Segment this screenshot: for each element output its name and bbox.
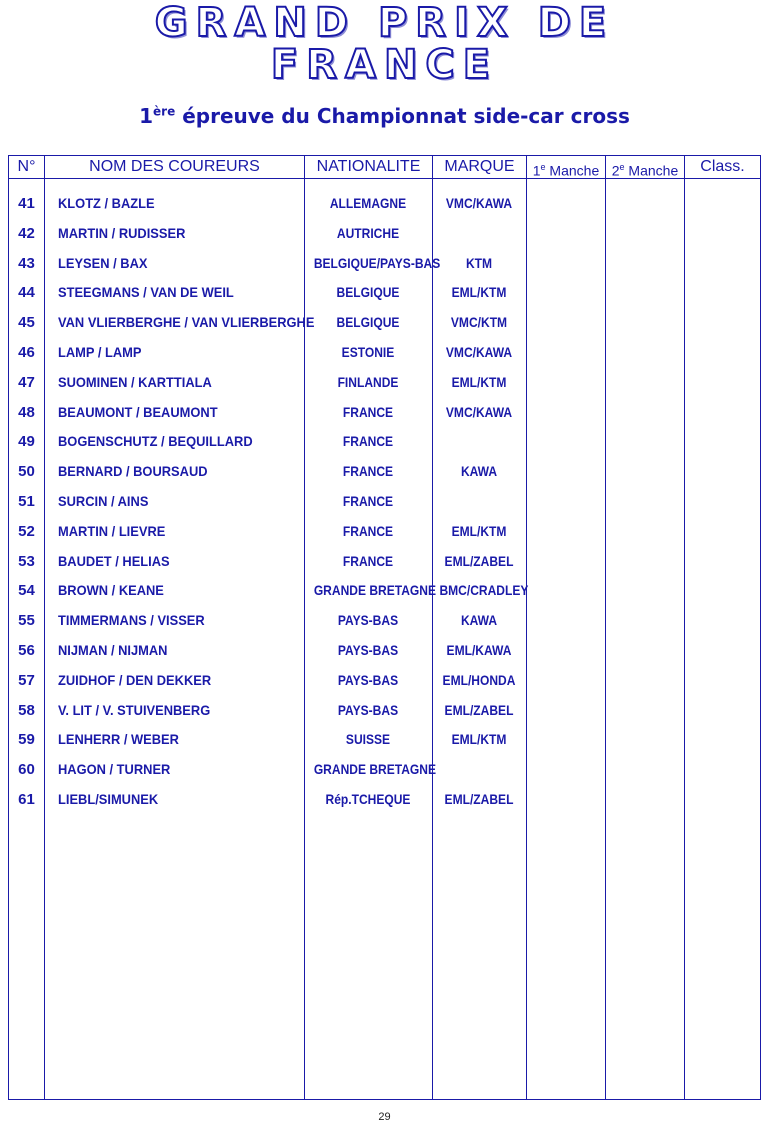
rider-nationality: ALLEMAGNE <box>329 195 407 211</box>
rider-nationality: AUTRICHE <box>336 224 400 241</box>
table-row <box>9 725 760 755</box>
rider-number: 60 <box>18 761 35 779</box>
rider-brand <box>439 219 518 249</box>
table-row <box>9 189 760 219</box>
rider-names: LEYSEN / BAX <box>58 254 148 271</box>
rider-nationality: GRANDE BRETAGNE <box>313 582 437 599</box>
rider-brand: EML/KTM <box>451 731 507 748</box>
rider-nationality: FRANCE <box>342 493 394 509</box>
rider-number: 44 <box>18 284 35 302</box>
table-row <box>9 219 760 249</box>
header-manche-2-ordinal: 2 <box>611 162 620 179</box>
rider-brand: VMC/KTM <box>450 314 508 331</box>
page-number: 29 <box>378 1111 391 1123</box>
rider-nationality: GRANDE BRETAGNE <box>313 761 437 778</box>
rider-number: 50 <box>18 463 35 481</box>
rider-brand: EML/HONDA <box>442 671 516 688</box>
rider-number: 42 <box>18 224 35 242</box>
rider-brand: VMC/KAWA <box>445 344 513 360</box>
header-nationality: NATIONALITE <box>316 158 421 175</box>
rider-names: MARTIN / LIEVRE <box>58 522 166 539</box>
rider-nationality: FRANCE <box>342 522 394 539</box>
rider-names: V. LIT / V. STUIVENBERG <box>58 701 211 718</box>
subtitle-ordinal: 1 <box>139 104 154 128</box>
rider-names: BOGENSCHUTZ / BEQUILLARD <box>58 433 253 450</box>
table-row <box>9 249 760 279</box>
table-row <box>9 427 760 457</box>
header-manche-1-ordinal: 1 <box>532 162 541 179</box>
table-row <box>9 278 760 308</box>
table-row <box>9 636 760 666</box>
header-manche-2-suffix: e <box>619 162 625 172</box>
rider-number: 52 <box>18 522 35 540</box>
rider-brand: EML/ZABEL <box>444 791 514 807</box>
rider-brand: BMC/CRADLEY <box>439 582 529 599</box>
rider-brand: EML/ZABEL <box>444 552 514 569</box>
header-manche-2 <box>606 156 684 178</box>
rider-brand: EML/ZABEL <box>444 701 514 718</box>
rider-names: TIMMERMANS / VISSER <box>58 612 205 629</box>
subtitle-text: épreuve du Championnat side-car cross <box>175 104 630 128</box>
subtitle <box>0 104 769 128</box>
rider-names: BAUDET / HELIAS <box>58 552 170 569</box>
table-row <box>9 785 760 815</box>
rider-number: 41 <box>18 195 35 212</box>
rider-number: 61 <box>18 791 35 808</box>
header-manche-1 <box>527 156 605 178</box>
rider-names: LENHERR / WEBER <box>58 731 179 748</box>
rider-number: 58 <box>18 701 35 719</box>
rider-nationality: FRANCE <box>342 463 394 480</box>
rider-nationality: PAYS-BAS <box>337 642 399 658</box>
rider-names: LIEBL/SIMUNEK <box>58 791 159 807</box>
rider-nationality: BELGIQUE <box>336 284 400 301</box>
riders-table <box>8 155 761 1100</box>
header-manche-1-suffix: e <box>540 162 546 172</box>
rider-brand: EML/KAWA <box>446 642 512 658</box>
rider-nationality: FRANCE <box>342 403 394 420</box>
rider-brand: VMC/KAWA <box>445 403 513 420</box>
rider-names: NIJMAN / NIJMAN <box>58 642 168 658</box>
header-num: N° <box>17 158 36 175</box>
rider-names: VAN VLIERBERGHE / VAN VLIERBERGHE <box>58 314 315 331</box>
rider-nationality: FRANCE <box>342 433 394 450</box>
rider-nationality: BELGIQUE/PAYS-BAS <box>313 254 441 271</box>
rider-names: MARTIN / RUDISSER <box>58 224 186 241</box>
rider-nationality: PAYS-BAS <box>337 612 399 629</box>
rider-number: 59 <box>18 731 35 749</box>
rider-number: 46 <box>18 344 35 361</box>
rider-brand: EML/KTM <box>451 373 507 390</box>
table-row <box>9 398 760 428</box>
table-row <box>9 547 760 577</box>
table-row <box>9 308 760 338</box>
rider-number: 55 <box>18 612 35 630</box>
rider-nationality: PAYS-BAS <box>337 701 399 718</box>
rider-brand <box>439 487 518 517</box>
rider-nationality: BELGIQUE <box>336 314 400 331</box>
table-row <box>9 338 760 368</box>
table-row <box>9 457 760 487</box>
rider-names: LAMP / LAMP <box>58 344 142 360</box>
rider-number: 48 <box>18 403 35 421</box>
rider-nationality: SUISSE <box>345 731 391 748</box>
rider-brand: VMC/KAWA <box>445 195 513 211</box>
header-brand: MARQUE <box>444 158 515 175</box>
rider-number: 51 <box>18 493 35 510</box>
rider-names: ZUIDHOF / DEN DEKKER <box>58 671 212 688</box>
rider-names: SURCIN / AINS <box>58 493 149 509</box>
table-row <box>9 368 760 398</box>
rider-number: 56 <box>18 642 35 659</box>
rider-brand <box>439 755 518 785</box>
rider-names: STEEGMANS / VAN DE WEIL <box>58 284 234 301</box>
header-manche-2-text: Manche <box>624 162 679 179</box>
page-title-line-1: GRAND PRIX DE <box>154 0 615 46</box>
subtitle-ordinal-suffix: ère <box>153 104 176 119</box>
rider-names: HAGON / TURNER <box>58 761 171 778</box>
rider-names: SUOMINEN / KARTTIALA <box>58 373 212 390</box>
rider-nationality: Rép.TCHEQUE <box>325 791 411 807</box>
table-row <box>9 576 760 606</box>
table-row <box>9 487 760 517</box>
rider-nationality: FINLANDE <box>337 373 399 390</box>
rider-number: 57 <box>18 671 35 689</box>
rider-number: 43 <box>18 254 35 272</box>
rider-names: BEAUMONT / BEAUMONT <box>58 403 218 420</box>
page-title-line-2: FRANCE <box>270 42 499 88</box>
rider-brand: KTM <box>465 254 493 271</box>
rider-number: 54 <box>18 582 35 600</box>
rider-brand: KAWA <box>460 612 498 629</box>
table-row <box>9 517 760 547</box>
table-row <box>9 755 760 785</box>
rider-brand <box>439 427 518 457</box>
header-manche-1-text: Manche <box>545 162 600 179</box>
rider-names: KLOTZ / BAZLE <box>58 195 155 211</box>
rider-brand: KAWA <box>460 463 498 480</box>
table-row <box>9 696 760 726</box>
rider-nationality: ESTONIE <box>341 344 395 360</box>
header-names: NOM DES COUREURS <box>89 158 260 175</box>
rider-number: 49 <box>18 433 35 451</box>
table-row <box>9 666 760 696</box>
rider-number: 45 <box>18 314 35 332</box>
rider-brand: EML/KTM <box>451 284 507 301</box>
rider-brand: EML/KTM <box>451 522 507 539</box>
rider-names: BROWN / KEANE <box>58 582 164 599</box>
rider-nationality: PAYS-BAS <box>337 671 399 688</box>
rider-number: 53 <box>18 552 35 570</box>
rider-nationality: FRANCE <box>342 552 394 569</box>
rider-number: 47 <box>18 373 35 391</box>
table-row <box>9 606 760 636</box>
header-classement: Class. <box>700 158 745 175</box>
rider-names: BERNARD / BOURSAUD <box>58 463 208 480</box>
